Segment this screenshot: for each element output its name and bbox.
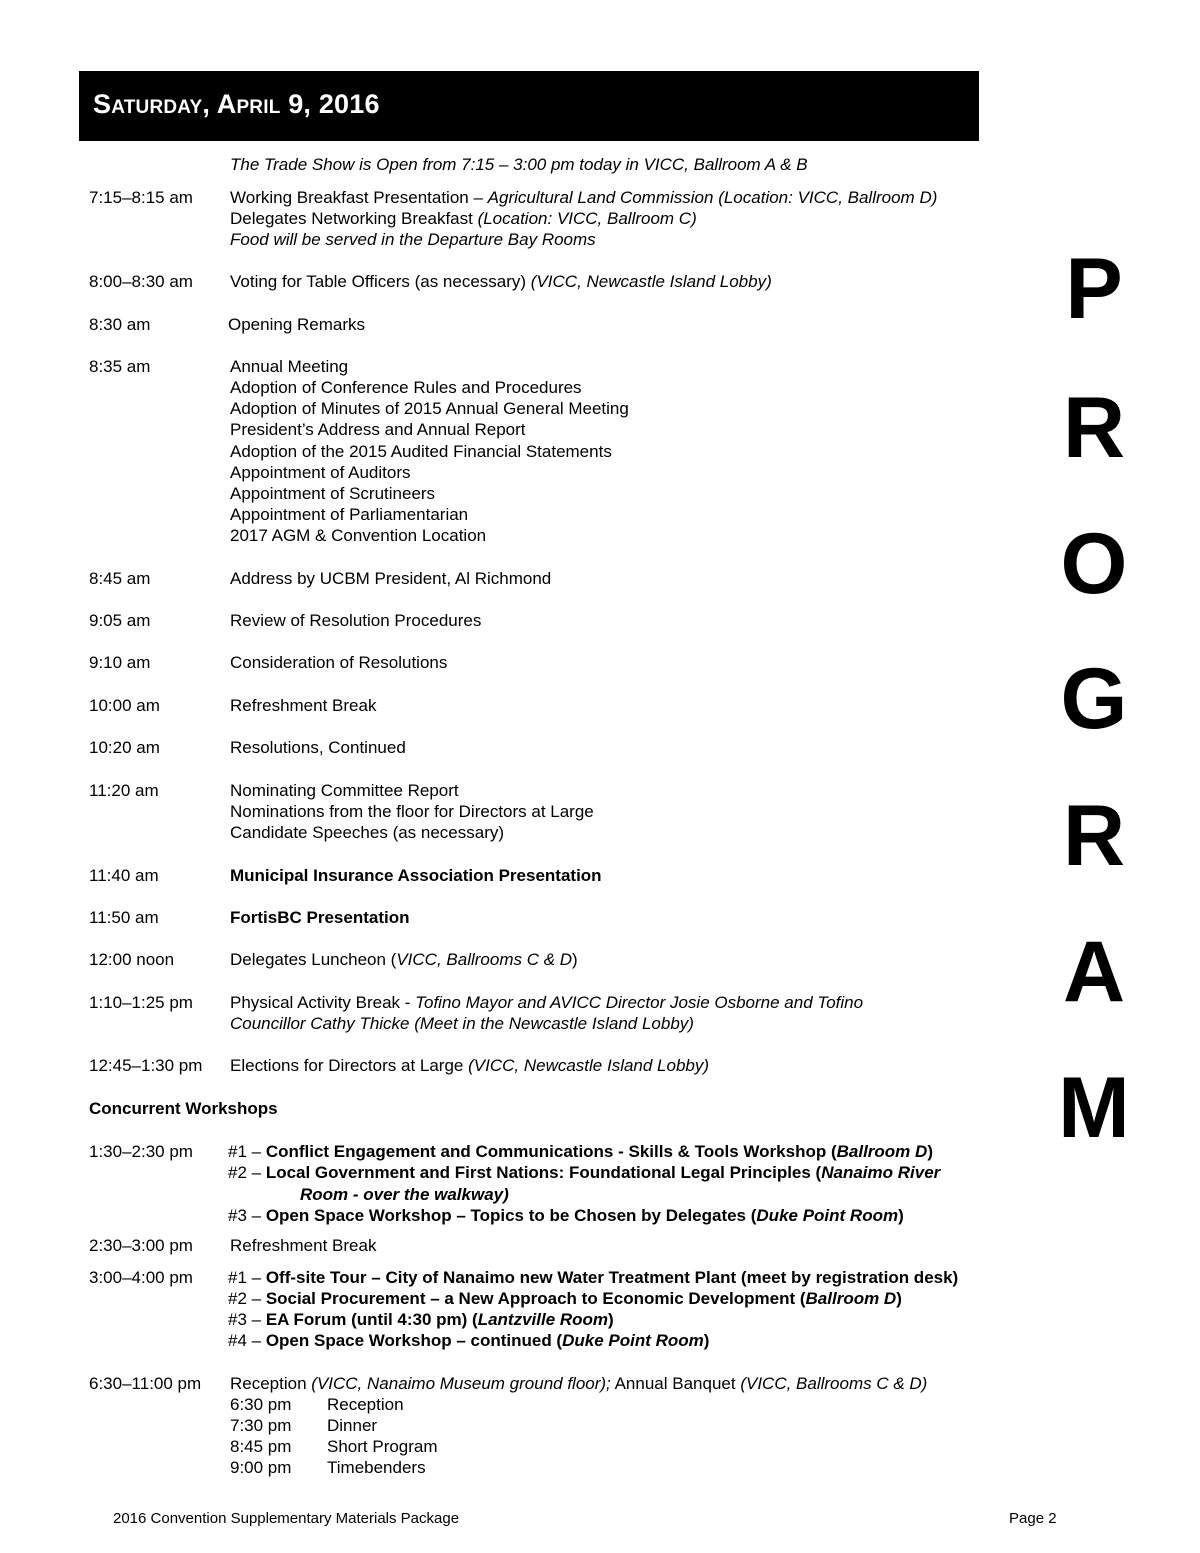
evening-time: 9:00 pm	[230, 1458, 292, 1477]
schedule-entry: Review of Resolution Procedures	[230, 611, 482, 630]
schedule-entry: Opening Remarks	[228, 315, 366, 334]
side-letter: O	[1060, 516, 1128, 612]
time-label: 7:15–8:15 am	[89, 188, 193, 207]
agm-item: Appointment of Scrutineers	[230, 484, 436, 503]
workshop-item: #1 – Off-site Tour – City of Nanaimo new Water Treatment Plant (meet by registration desk)	[228, 1268, 959, 1287]
time-label: 6:30–11:00 pm	[89, 1374, 202, 1393]
schedule-entry: Reception (VICC, Nanaimo Museum ground floor); Annual Banquet (VICC, Ballrooms C & D)	[230, 1374, 928, 1393]
agm-item: Appointment of Parliamentarian	[230, 505, 469, 524]
workshop-item: #3 – EA Forum (until 4:30 pm) (Lantzville Room)	[228, 1310, 614, 1329]
schedule-entry: Consideration of Resolutions	[230, 653, 448, 672]
agm-item: Adoption of Conference Rules and Procedures	[230, 378, 582, 397]
evening-label: Timebenders	[327, 1458, 426, 1477]
time-label: 11:20 am	[89, 781, 159, 800]
evening-time: 7:30 pm	[230, 1416, 292, 1435]
time-label: 11:40 am	[89, 866, 159, 885]
agm-item: Annual Meeting	[230, 357, 349, 376]
time-label: 11:50 am	[89, 908, 159, 927]
time-label: 10:20 am	[89, 738, 160, 757]
evening-label: Short Program	[327, 1437, 438, 1456]
schedule-entry: Elections for Directors at Large (VICC, Newcastle Island Lobby)	[230, 1056, 710, 1075]
schedule-entry: Resolutions, Continued	[230, 738, 406, 757]
side-letter: G	[1060, 651, 1128, 747]
time-label: 12:45–1:30 pm	[89, 1056, 203, 1075]
workshop-item: #2 – Social Procurement – a New Approach to Economic Development (Ballroom D)	[228, 1289, 902, 1308]
trade-show-notice: The Trade Show is Open from 7:15 – 3:00 pm today in VICC, Ballroom A & B	[230, 155, 808, 174]
time-label: 9:10 am	[89, 653, 151, 672]
evening-label: Reception	[327, 1395, 404, 1414]
side-letter: P	[1065, 241, 1123, 337]
time-label: 8:00–8:30 am	[89, 272, 193, 291]
time-label: 10:00 am	[89, 696, 160, 715]
footer-title: 2016 Convention Supplementary Materials Package	[113, 1510, 460, 1527]
agm-item: President’s Address and Annual Report	[230, 420, 526, 439]
time-label: 8:35 am	[89, 357, 151, 376]
schedule-entry: Physical Activity Break - Tofino Mayor and AVICC Director Josie Osborne and Tofino	[230, 993, 864, 1012]
schedule-entry: Working Breakfast Presentation – Agricultural Land Commission (Location: VICC, Ballroom D)	[230, 188, 938, 207]
workshop-item: #4 – Open Space Workshop – continued (Duke Point Room)	[228, 1331, 710, 1350]
time-label: 2:30–3:00 pm	[89, 1236, 193, 1255]
agm-item: Appointment of Auditors	[230, 463, 411, 482]
schedule-entry: Candidate Speeches (as necessary)	[230, 823, 505, 842]
schedule-entry: Refreshment Break	[230, 696, 377, 715]
side-letter: R	[1062, 788, 1126, 884]
agm-item: Adoption of the 2015 Audited Financial Statements	[230, 442, 612, 461]
page-number: Page 2	[1009, 1510, 1057, 1527]
evening-label: Dinner	[327, 1416, 378, 1435]
schedule-entry: Address by UCBM President, Al Richmond	[230, 569, 552, 588]
section-heading: Concurrent Workshops	[89, 1099, 278, 1118]
time-label: 12:00 noon	[89, 950, 175, 969]
time-label: 8:45 am	[89, 569, 151, 588]
evening-time: 8:45 pm	[230, 1437, 292, 1456]
schedule-entry: Municipal Insurance Association Presentation	[230, 866, 602, 885]
schedule-entry: Nominating Committee Report	[230, 781, 459, 800]
time-label: 1:30–2:30 pm	[89, 1142, 193, 1161]
time-label: 1:10–1:25 pm	[89, 993, 193, 1012]
time-label: 9:05 am	[89, 611, 151, 630]
workshop-item: #3 – Open Space Workshop – Topics to be Chosen by Delegates (Duke Point Room)	[228, 1206, 904, 1225]
schedule-entry: Refreshment Break	[230, 1236, 377, 1255]
schedule-entry: Councillor Cathy Thicke (Meet in the Newcastle Island Lobby)	[230, 1014, 694, 1033]
time-label: 8:30 am	[89, 315, 151, 334]
side-letter: A	[1062, 924, 1126, 1020]
workshop-item: #1 – Conflict Engagement and Communications - Skills & Tools Workshop (Ballroom D)	[228, 1142, 933, 1161]
side-letter: M	[1058, 1060, 1130, 1156]
workshop-item: #2 – Local Government and First Nations: Foundational Legal Principles (Nanaimo River	[228, 1163, 941, 1182]
date-banner	[79, 71, 979, 141]
time-label: 3:00–4:00 pm	[89, 1268, 193, 1287]
workshop-item-cont: Room - over the walkway)	[300, 1185, 509, 1204]
evening-time: 6:30 pm	[230, 1395, 292, 1414]
page-title: Saturday, April 9, 2016	[93, 89, 380, 119]
schedule-entry: Delegates Networking Breakfast (Location: VICC, Ballroom C)	[230, 209, 697, 228]
schedule-entry: Food will be served in the Departure Bay Rooms	[230, 230, 596, 249]
schedule-entry: Voting for Table Officers (as necessary) (VICC, Newcastle Island Lobby)	[230, 272, 772, 291]
schedule-entry: Nominations from the floor for Directors at Large	[230, 802, 594, 821]
schedule-entry: Delegates Luncheon (VICC, Ballrooms C & D)	[230, 950, 578, 969]
agm-item: 2017 AGM & Convention Location	[230, 526, 487, 545]
agm-item: Adoption of Minutes of 2015 Annual General Meeting	[230, 399, 629, 418]
schedule-entry: FortisBC Presentation	[230, 908, 410, 927]
side-letter: R	[1062, 380, 1126, 476]
